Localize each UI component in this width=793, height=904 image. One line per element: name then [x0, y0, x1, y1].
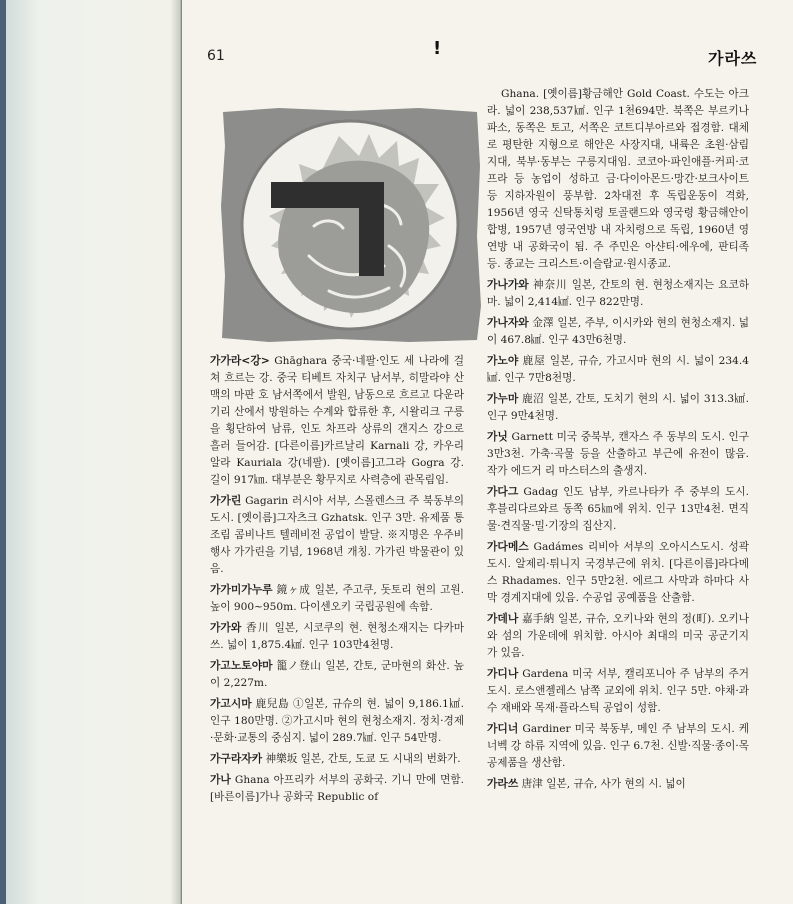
entry-definition: 嘉手納 일본, 규슈, 오키나와 현의 정(町). 오키나와 섬의 가운데에 위치함. 아시아 최대의 미국 공군기지가 있음. [487, 613, 750, 659]
entry-definition: Gardena 미국 서부, 캘리포니아 주 남부의 주거도시. 로스앤젤레스 남쪽 교외에 위치. 인구 5만. 야채·과수 재배와 목재·플라스틱 공업이 성함. [487, 668, 750, 714]
section-emblem [219, 106, 482, 344]
dictionary-entry [487, 276, 749, 311]
dictionary-entry [487, 352, 749, 387]
entry-headword: 가데나 [487, 612, 519, 625]
entry-headword: 가고시마 [210, 697, 252, 710]
entry-headword: 가가와 [210, 621, 242, 634]
entry-headword: 가가린 [210, 494, 242, 507]
page-number: 61 [207, 48, 225, 64]
dictionary-entry [210, 619, 464, 654]
entry-headword: 가가라<강> [210, 354, 270, 367]
right-column [487, 86, 749, 796]
entry-headword: 가디너 [487, 722, 519, 735]
entry-definition: 籠ノ登山 일본, 간토, 군마현의 화산. 높이 2,227m. [210, 660, 464, 689]
dictionary-entry [487, 610, 749, 662]
dictionary-entry [487, 775, 749, 793]
entry-headword: 가다그 [487, 485, 519, 498]
entry-definition: Gardiner 미국 북동부, 메인 주 남부의 도시. 케너벡 강 하류 지역에 있음. 인구 6.7천. 신발·직물·종이·목공제품을 생산함. [487, 723, 749, 769]
entry-headword: 가나자와 [487, 316, 529, 329]
entry-definition: 鹿屋 일본, 규슈, 가고시마 현의 시. 넓이 234.4㎢. 인구 7만8천명. [487, 355, 749, 384]
entry-definition: Garnett 미국 중북부, 캔자스 주 동부의 도시. 인구 3만3천. 가축·곡물 등을 산출하고 부근에 유전이 많음. 작가 에드거 리 마스터스의 출생지. [487, 431, 749, 477]
dictionary-entry [210, 695, 464, 747]
dictionary-entry [487, 86, 749, 273]
entry-definition: 鏡ヶ成 일본, 주고쿠, 돗토리 현의 고원. 높이 900~950m. 다이센오키 국립공원에 속함. [210, 584, 464, 613]
entry-headword: 가누마 [487, 392, 519, 405]
entry-definition: Gadámes 리비아 서부의 오아시스도시. 성곽도시. 알제리·튀니지 국경부근에 위치. [다른이름]라다메스 Rhadames. 인구 5만2천. 에르그 사막과 하마다 사막 경계지대에 있음. 수공업 공예품을 산출함. [487, 541, 750, 604]
dictionary-entry [210, 771, 464, 806]
entry-definition: 香川 일본, 시코쿠의 현. 현청소재지는 다카마쓰. 넓이 1,875.4㎢. 인구 103만4천명. [210, 622, 465, 651]
entry-definition: 金澤 일본, 주부, 이시카와 현의 현청소재지. 넓이 467.8㎢. 인구 43만6천명. [487, 317, 749, 346]
entry-definition: Gagarin 러시아 서부, 스몰렌스크 주 북동부의 도시. [옛이름]그자츠크 Gzhatsk. 인구 3만. 유제품 통조림 콤비나트 텔레비전 공업이 발달. ※지명은 우주비행사 가가린을 기념, 1968년 개칭. 가가린 박물관이 있음. [210, 495, 464, 575]
entry-headword: 가디나 [487, 667, 519, 680]
left-column [210, 352, 464, 809]
dictionary-entry [487, 314, 749, 349]
dictionary-entry [210, 657, 464, 692]
previous-page-edge [0, 0, 182, 904]
running-head: 가라쓰 [708, 49, 758, 68]
entry-headword: 가다메스 [487, 540, 529, 553]
dictionary-entry [210, 492, 464, 578]
dictionary-entry [487, 720, 749, 772]
entry-headword: 가라쓰 [487, 777, 519, 790]
dictionary-entry [487, 483, 749, 535]
entry-definition: 鹿沼 일본, 간토, 도치기 현의 시. 넓이 313.3㎢. 인구 9만4천명. [487, 393, 750, 422]
dictionary-entry [487, 428, 749, 480]
dictionary-entry [210, 352, 464, 489]
entry-headword: 가구라자카 [210, 752, 263, 765]
entry-headword: 가고노토야마 [210, 659, 273, 672]
dictionary-entry [210, 581, 464, 616]
dictionary-entry [210, 750, 464, 768]
dictionary-entry [487, 665, 749, 717]
dictionary-entry [487, 390, 749, 425]
book-cover-edge [0, 0, 6, 904]
entry-headword: 가나 [210, 773, 231, 786]
dictionary-entry [487, 538, 749, 607]
entry-headword: 가노야 [487, 354, 519, 367]
entry-definition: 唐津 일본, 규슈, 사가 현의 시. 넓이 [521, 778, 686, 790]
entry-definition: Ghana 아프리카 서부의 공화국. 기니 만에 면함. [바른이름]가나 공화국 Republic of [210, 774, 464, 803]
margin-mark: ! [433, 38, 442, 59]
entry-definition: 神樂坂 일본, 간토, 도쿄 도 시내의 번화가. [265, 753, 461, 765]
entry-definition: Ghana. [옛이름]황금해안 Gold Coast. 수도는 아크라. 넓이 238,537㎢. 인구 1천694만. 북쪽은 부르키나파소, 동쪽은 토고, 서쪽은 코트디부아르와 접경함. 대체로 평탄한 지형으로 해안은 사장지대, 내륙은 초원·삼림지대, 북부·동부는 구릉지대임. 코코아·파인애플·커피·코프라 등 농업이 성하고 금·다이아몬드·망간·보크사이트 등 지하자원이 풍부함. 2차대전 후 독립운동이 격화, 1956년 영국 신탁통치령 토골랜드와 영국령 황금해안이 합병, 1957년 영국연방 내 자치령으로 독립, 1960년 영연방 내 공화국이 됨. 주 주민은 아샨티·에우에, 판티족 등. 종교는 크리스트·이슬람교·원시종교. [487, 88, 749, 270]
entry-headword: 가나가와 [487, 278, 529, 291]
entry-definition: 鹿兒島 ①일본, 규슈의 현. 넓이 9,186.1㎢. 인구 180만명. ②가고시마 현의 현청소재지. 정치·경제·문화·교통의 중심지. 넓이 289.7㎢. 인구 54만명. [210, 698, 464, 744]
entry-headword: 가가미가누루 [210, 583, 273, 596]
entry-definition: Ghāghara 중국·네팔·인도 세 나라에 걸쳐 흐르는 강. 중국 티베트 자치구 남서부, 히말라야 산맥의 마판 호 남서쪽에서 발원, 남동으로 흐르고 다운라기리 산에서 방원하는 수계와 합류한 후, 시왈리크 구릉을 횡단하여 남류, 인도 차프라 상류의 갠지스 강으로 흘러 들어감. [다른이름]카르날리 Karnali 강, 카우리알라 Kauriala 강(네팔). [옛이름]고그라 Gogra 강. 길이 917㎞. 대부분은 황무지로 사력층에 관목림임. [210, 355, 464, 486]
entry-definition: 神奈川 일본, 간토의 현. 현청소재지는 요코하마. 넓이 2,414㎢. 인구 822만명. [487, 279, 749, 308]
entry-headword: 가닛 [487, 430, 508, 443]
entry-definition: Gadag 인도 남부, 카르나타카 주 중부의 도시. 후블리다르와르 동쪽 65㎞에 위치. 인구 13만4천. 면직물·견직물·밀·기장의 집산지. [487, 486, 749, 532]
